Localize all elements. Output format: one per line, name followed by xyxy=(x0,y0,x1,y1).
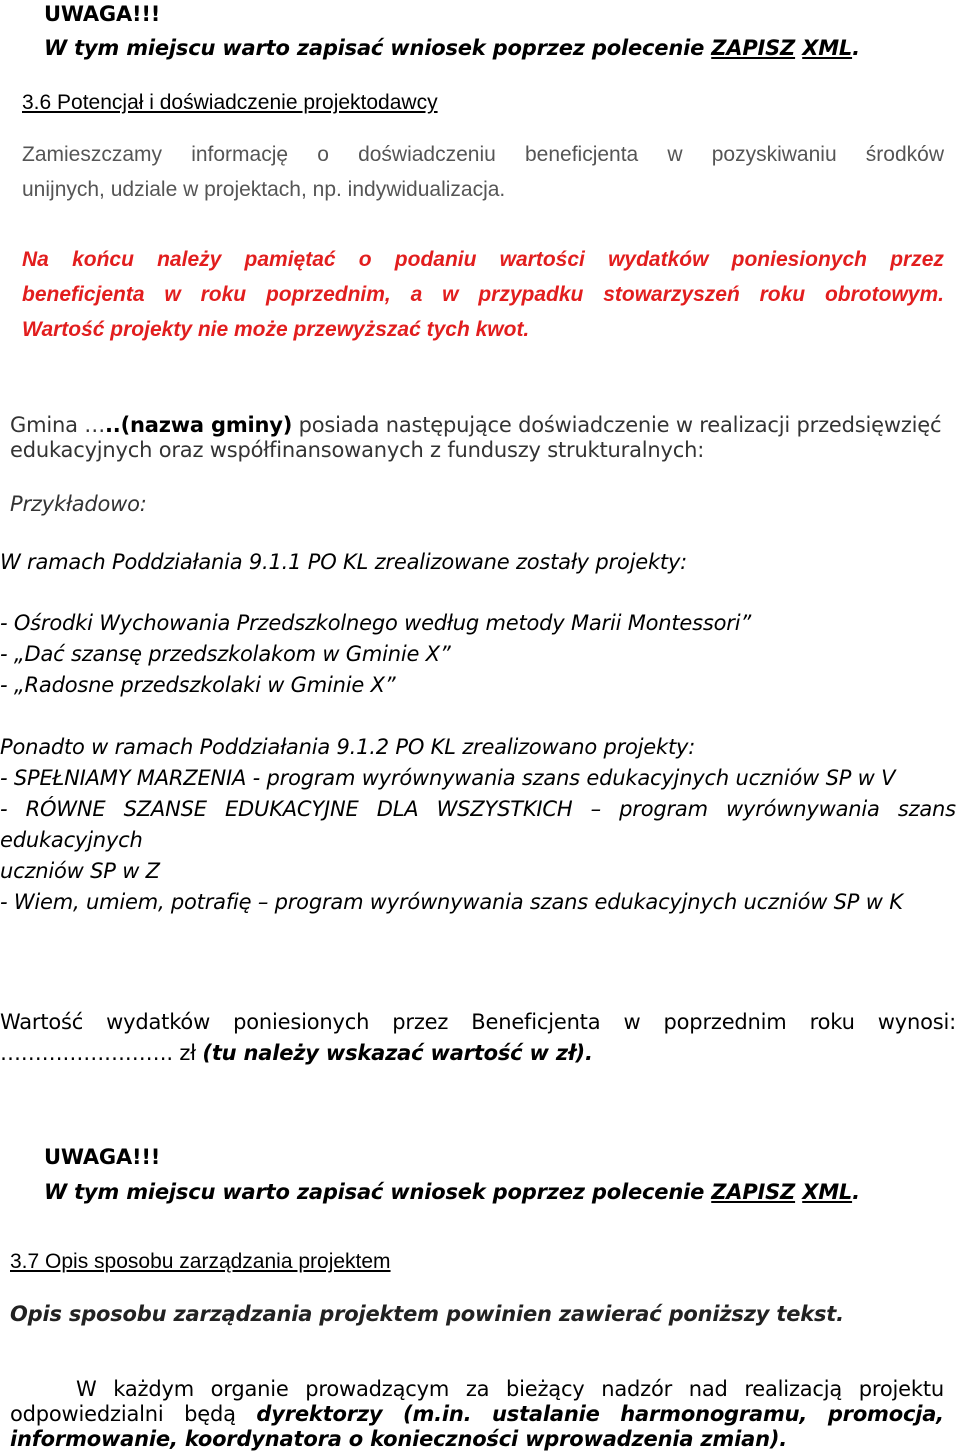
warning-line-2 xyxy=(22,283,944,307)
project-list-item: - „Radosne przedszkolaki w Gminie X” xyxy=(0,673,396,697)
project-list-item-cont: edukacyjnych xyxy=(0,828,143,852)
word: pamiętać xyxy=(244,248,336,271)
word: organie xyxy=(210,1377,289,1401)
word: WSZYSTKICH xyxy=(436,797,573,821)
zapisz-command: ZAPISZ xyxy=(711,1180,796,1204)
zapisz-command: ZAPISZ xyxy=(711,36,796,60)
value-line-1 xyxy=(0,1010,956,1034)
word: pozyskiwaniu xyxy=(711,143,837,166)
word: wyrównywania xyxy=(726,797,880,821)
word: za xyxy=(465,1377,490,1401)
subaction-911-heading: W ramach Poddziałania 9.1.1 PO KL zrealizowane zostały projekty: xyxy=(0,550,688,574)
word: roku xyxy=(809,1010,855,1034)
gmina-prefix: Gmina … xyxy=(10,413,106,437)
word: wydatków xyxy=(608,248,709,271)
word: należy xyxy=(157,248,222,271)
warning-line-3: Wartość projekty nie może przewyższać tych kwot. xyxy=(22,318,530,341)
word: bieżący xyxy=(505,1377,585,1401)
word: odpowiedzialni xyxy=(10,1402,164,1426)
word: wynosi: xyxy=(877,1010,956,1034)
word: beneficjenta xyxy=(22,283,145,306)
word: roku xyxy=(759,283,806,306)
word: Beneficjenta xyxy=(471,1010,601,1034)
project-list-item-cont: uczniów SP w Z xyxy=(0,859,160,883)
gmina-rest: posiada następujące doświadczenie w realizacji przedsięwzięć xyxy=(292,413,942,437)
section-3-6-heading: 3.6 Potencjał i doświadczenie projektodawcy xyxy=(22,91,438,114)
word: – xyxy=(590,797,601,821)
subaction-912-heading: Ponadto w ramach Poddziałania 9.1.2 PO KL zrealizowano projekty: xyxy=(0,735,696,759)
paragraph-line-1 xyxy=(76,1377,944,1401)
word: SZANSE xyxy=(123,797,207,821)
word: RÓWNE xyxy=(25,797,106,821)
word: o xyxy=(317,143,329,166)
value-line-2 xyxy=(0,1041,593,1065)
word: dyrektorzy xyxy=(256,1402,383,1426)
word: o xyxy=(358,248,372,271)
word: projektu xyxy=(858,1377,944,1401)
word: szans xyxy=(897,797,956,821)
xml-command: XML xyxy=(802,1180,853,1204)
project-list-item: - Ośrodki Wychowania Przedszkolnego według metody Marii Montessori” xyxy=(0,611,752,635)
paragraph-line-2 xyxy=(10,1402,944,1426)
project-list-item-justified xyxy=(0,797,956,821)
word: w xyxy=(667,143,683,166)
project-list-item: - „Dać szansę przedszkolakom w Gminie X” xyxy=(0,642,451,666)
word: beneficjenta xyxy=(524,143,639,166)
value-placeholder: ……………………. zł xyxy=(0,1041,203,1065)
notice-end: . xyxy=(852,36,860,60)
word: DLA xyxy=(376,797,419,821)
notice-text: W tym miejscu warto zapisać wniosek poprzez polecenie xyxy=(44,36,712,60)
word: stowarzyszeń xyxy=(603,283,740,306)
project-list-item: - Wiem, umiem, potrafię – program wyrównywania szans edukacyjnych uczniów SP w K xyxy=(0,890,903,914)
notice-end: . xyxy=(852,1180,860,1204)
word: Wartość xyxy=(0,1010,84,1034)
word: W xyxy=(76,1377,97,1401)
word: poprzednim xyxy=(663,1010,787,1034)
word: - xyxy=(0,797,8,821)
notice-title-top: UWAGA!!! xyxy=(44,2,161,26)
word: informację xyxy=(191,143,289,166)
word: EDUKACYJNE xyxy=(224,797,359,821)
intro-line-1 xyxy=(22,143,944,167)
example-label: Przykładowo: xyxy=(10,492,147,516)
word: prowadzącym xyxy=(305,1377,450,1401)
warning-line-1 xyxy=(22,248,944,272)
word: wydatków xyxy=(106,1010,211,1034)
word: Zamieszczamy xyxy=(22,143,163,166)
word: poniesionych xyxy=(233,1010,370,1034)
word: harmonogramu, xyxy=(620,1402,808,1426)
xml-command: XML xyxy=(802,36,853,60)
word: w xyxy=(442,283,459,306)
word: realizacją xyxy=(744,1377,843,1401)
word: roku xyxy=(200,283,247,306)
word: program xyxy=(619,797,708,821)
word: (m.in. xyxy=(403,1402,472,1426)
paragraph-line-3: informowanie, koordynatora o konieczności wprowadzenia zmian). xyxy=(10,1427,787,1451)
word: będą xyxy=(184,1402,236,1426)
word: poniesionych xyxy=(731,248,867,271)
notice-text-bottom xyxy=(44,1180,860,1204)
word: środków xyxy=(865,143,944,166)
word: przypadku xyxy=(478,283,584,306)
word: każdym xyxy=(113,1377,194,1401)
word: ustalanie xyxy=(492,1402,600,1426)
value-hint: (tu należy wskazać wartość w zł). xyxy=(202,1041,593,1065)
word: a xyxy=(410,283,423,306)
word: Na xyxy=(22,248,49,271)
section-3-7-heading: 3.7 Opis sposobu zarządzania projektem xyxy=(10,1250,391,1273)
word: poprzednim, xyxy=(265,283,391,306)
word: przez xyxy=(392,1010,449,1034)
word: wartości xyxy=(499,248,585,271)
word: podaniu xyxy=(394,248,477,271)
word: doświadczeniu xyxy=(358,143,496,166)
notice-title-bottom: UWAGA!!! xyxy=(44,1145,161,1169)
word: promocja, xyxy=(827,1402,944,1426)
word: końcu xyxy=(72,248,134,271)
gmina-line-2: edukacyjnych oraz współfinansowanych z funduszy strukturalnych: xyxy=(10,438,705,462)
project-list-item: - SPEŁNIAMY MARZENIA - program wyrównywania szans edukacyjnych uczniów SP w V xyxy=(0,766,896,790)
word: w xyxy=(623,1010,641,1034)
word: nad xyxy=(688,1377,728,1401)
gmina-name-placeholder: ..(nazwa gminy) xyxy=(105,413,293,437)
notice-text: W tym miejscu warto zapisać wniosek poprzez polecenie xyxy=(44,1180,712,1204)
notice-text-top xyxy=(44,36,860,60)
word: nadzór xyxy=(601,1377,673,1401)
word: w xyxy=(164,283,181,306)
word: obrotowym. xyxy=(824,283,944,306)
word: przez xyxy=(890,248,944,271)
gmina-line-1 xyxy=(10,413,941,437)
section-3-7-subtitle: Opis sposobu zarządzania projektem powinien zawierać poniższy tekst. xyxy=(10,1302,844,1326)
intro-line-2: unijnych, udziale w projektach, np. indywidualizacja. xyxy=(22,178,506,201)
